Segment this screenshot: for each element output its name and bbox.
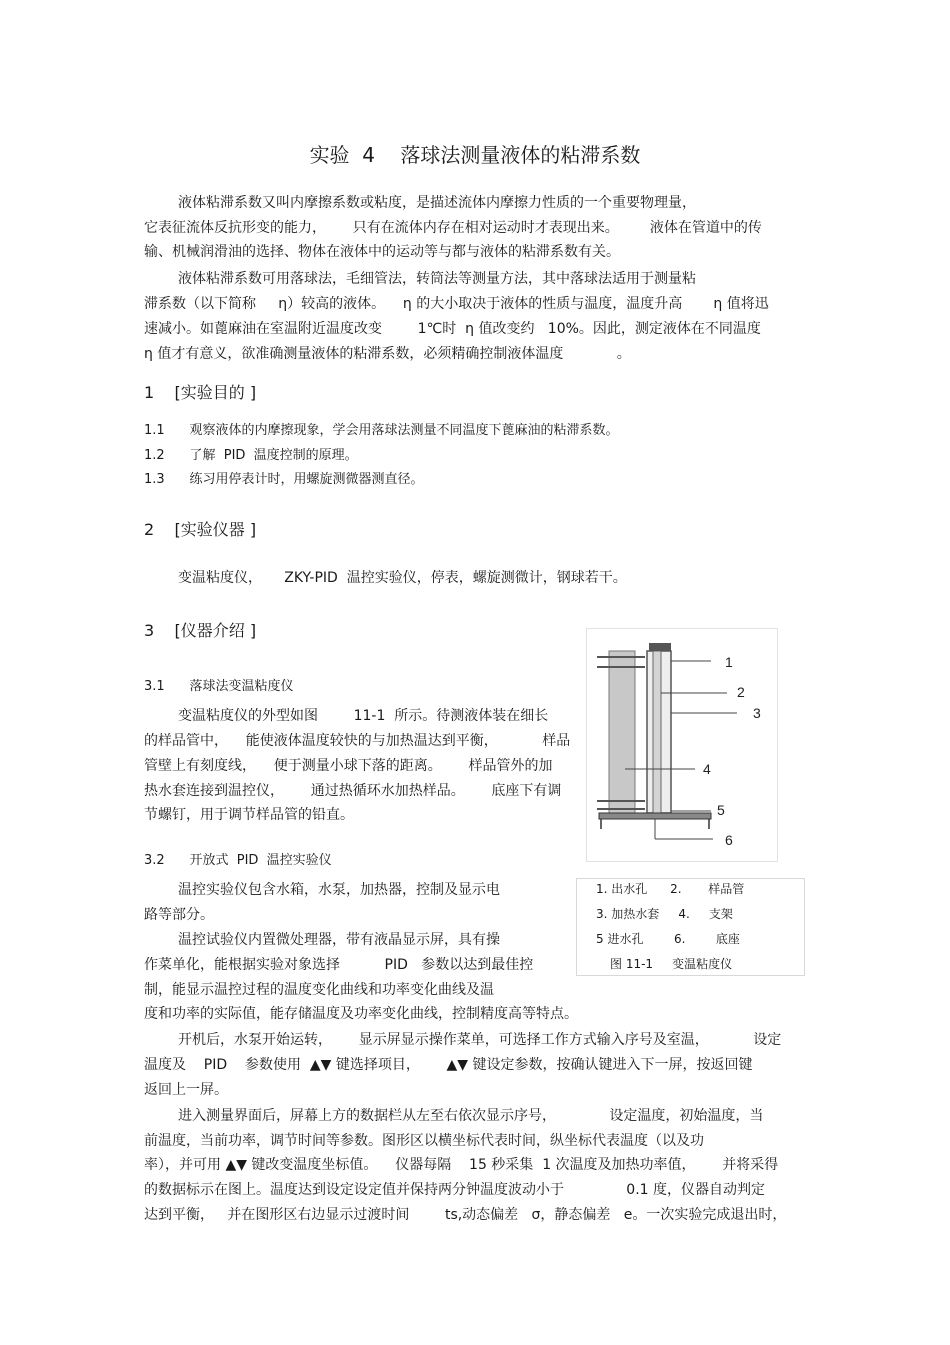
intro-line: 输、机械润滑油的选择、物体在液体中的运动等与都与液体的粘滞系数有关。 — [144, 244, 620, 260]
paragraph-line: 达到平衡， 并在图形区右边显示过渡时间 ts,动态偏差 σ，静态偏差 e。一次实验完成退出时， — [144, 1207, 787, 1223]
intro-line: η 值才有意义，欲准确测量液体的粘滞系数，必须精确控制液体温度 。 — [144, 346, 631, 362]
callout-4: 4 — [703, 761, 711, 777]
intro-line: 液体粘滞系数又叫内摩擦系数或粘度，是描述流体内摩擦力性质的一个重要物理量， — [178, 195, 696, 211]
paragraph-line: 节螺钉，用于调节样品管的铅直。 — [144, 807, 354, 823]
viscometer-diagram — [587, 629, 777, 861]
legend-line: 1. 出水孔 2. 样品管 — [596, 882, 745, 896]
section-heading: 2 [实验仪器 ] — [144, 520, 257, 539]
paragraph-line: 的样品管中， 能使液体温度较快的与加热温达到平衡， 样品 — [144, 733, 571, 749]
paragraph-line: 温控试验仪内置微处理器，带有液晶显示屏，具有操 — [178, 932, 500, 948]
paragraph-line: 路等部分。 — [144, 907, 214, 923]
paragraph-line: 热水套连接到温控仪， 通过热循环水加热样品。 底座下有调 — [144, 783, 562, 799]
paragraph-line: 进入测量界面后，屏幕上方的数据栏从左至右依次显示序号， 设定温度，初始温度，当 — [178, 1108, 764, 1124]
paragraph-line: 返回上一屏。 — [144, 1082, 228, 1098]
paragraph-line: 变温粘度仪的外型如图 11-1 所示。待测液体装在细长 — [178, 708, 549, 724]
paragraph-line: 制，能显示温控过程的温度变化曲线和功率变化曲线及温 — [144, 982, 494, 998]
callout-2: 2 — [737, 684, 745, 700]
list-item: 1.2 了解 PID 温度控制的原理。 — [144, 448, 358, 463]
intro-line: 速减小。如蓖麻油在室温附近温度改变 1℃时 η 值改变约 10%。因此，测定液体在不同温度 — [144, 321, 761, 337]
section-heading: 1 [实验目的 ] — [144, 383, 257, 402]
paragraph-line: 作菜单化，能根据实验对象选择 PID 参数以达到最佳控 — [144, 957, 534, 973]
list-item: 1.1 观察液体的内摩擦现象，学会用落球法测量不同温度下蓖麻油的粘滞系数。 — [144, 423, 619, 438]
document-title: 实验 4 落球法测量液体的粘滞系数 — [309, 143, 641, 167]
legend-line: 5 进水孔 6. 底座 — [596, 932, 740, 946]
callout-3: 3 — [753, 705, 761, 721]
figure-caption: 图 11-1 变温粘度仪 — [610, 957, 733, 971]
paragraph-line: 前温度，当前功率，调节时间等参数。图形区以横坐标代表时间，纵坐标代表温度（以及功 — [144, 1133, 704, 1149]
paragraph-line: 率），并可用 ▲▼ 键改变温度坐标值。 仪器每隔 15 秒采集 1 次温度及加热功率值， 并将采得 — [144, 1157, 779, 1173]
legend-line: 3. 加热水套 4. 支架 — [596, 907, 733, 921]
callout-1: 1 — [725, 654, 733, 670]
equipment-list: 变温粘度仪， ZKY-PID 温控实验仪，停表，螺旋测微计，钢球若干。 — [178, 570, 627, 586]
callout-5: 5 — [717, 802, 725, 818]
paragraph-line: 温度及 PID 参数使用 ▲▼ 键选择项目， ▲▼ 键设定参数，按确认键进入下一屏，按返回键 — [144, 1057, 753, 1073]
intro-line: 滞系数（以下简称 η）较高的液体。 η 的大小取决于液体的性质与温度，温度升高 η 值将迅 — [144, 296, 769, 312]
intro-line: 它表征流体反抗形变的能力， 只有在流体内存在相对运动时才表现出来。 液体在管道中的传 — [144, 220, 762, 236]
paragraph-line: 管壁上有刻度线， 便于测量小球下落的距离。 样品管外的加 — [144, 758, 553, 774]
paragraph-line: 的数据标示在图上。温度达到设定设定值并保持两分钟温度波动小于 0.1 度，仪器自动判定 — [144, 1182, 766, 1198]
callout-6: 6 — [725, 832, 733, 848]
viscometer-figure — [586, 628, 778, 862]
paragraph-line: 温控实验仪包含水箱，水泵，加热器，控制及显示电 — [178, 882, 500, 898]
intro-line: 液体粘滞系数可用落球法，毛细管法，转筒法等测量方法，其中落球法适用于测量粘 — [178, 271, 696, 287]
section-heading: 3 [仪器介绍 ] — [144, 621, 257, 640]
paragraph-line: 开机后，水泵开始运转， 显示屏显示操作菜单，可选择工作方式输入序号及室温， 设定 — [178, 1032, 782, 1048]
paragraph-line: 度和功率的实际值，能存储温度及功率变化曲线，控制精度高等特点。 — [144, 1006, 578, 1022]
subsection-heading: 3.2 开放式 PID 温控实验仪 — [144, 853, 332, 868]
list-item: 1.3 练习用停表计时，用螺旋测微器测直径。 — [144, 472, 424, 487]
subsection-heading: 3.1 落球法变温粘度仪 — [144, 679, 294, 694]
